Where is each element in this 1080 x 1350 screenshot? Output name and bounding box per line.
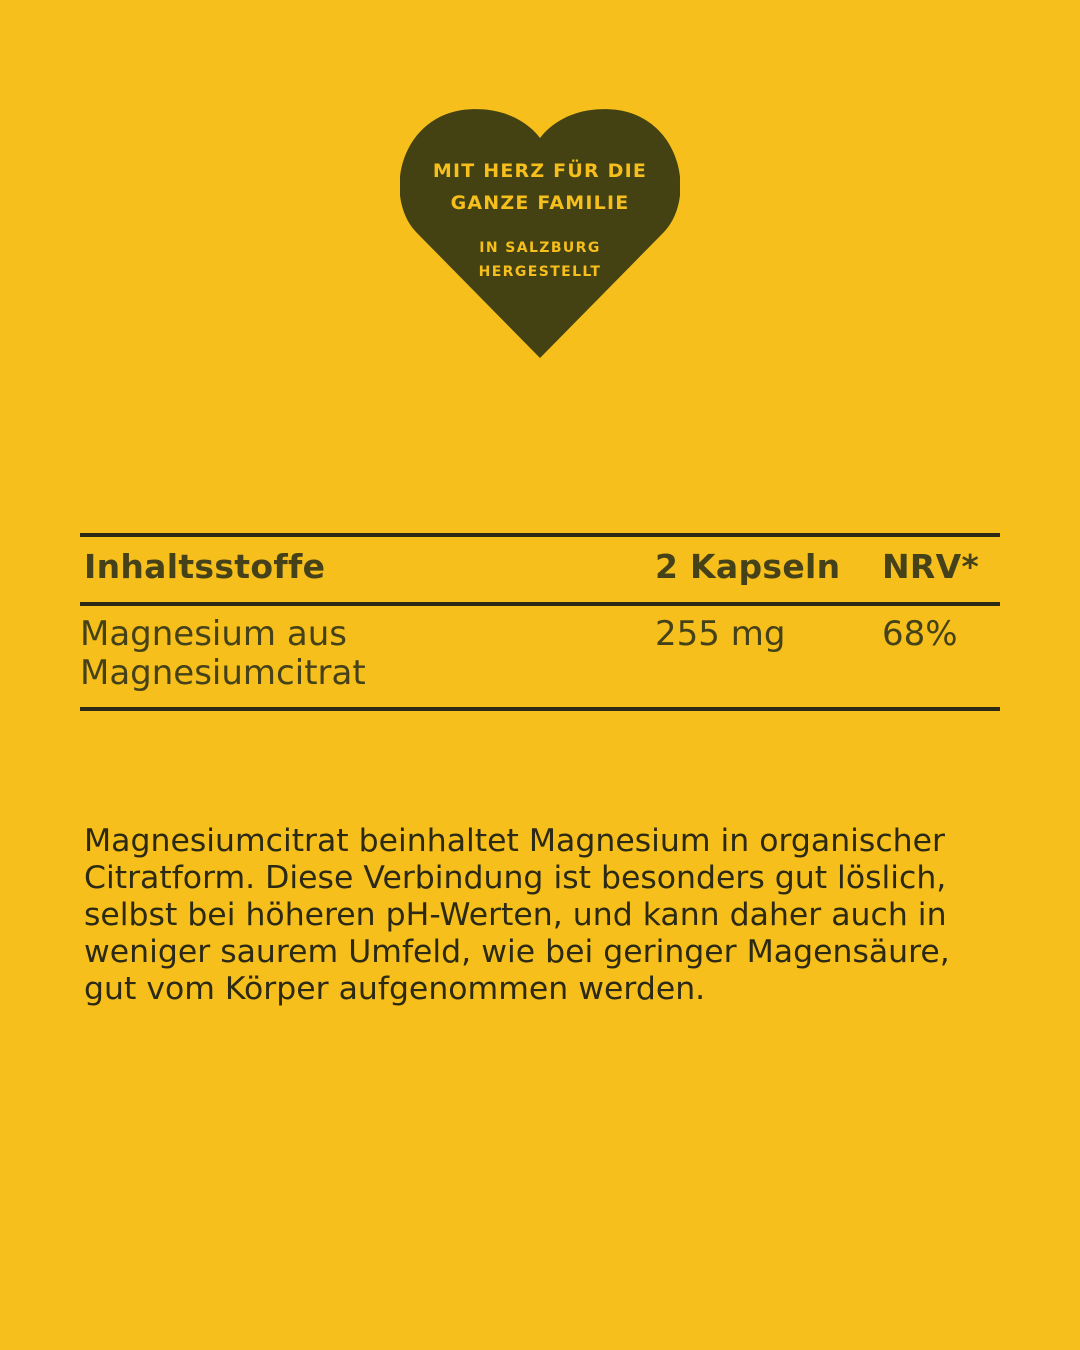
description-line: weniger saurem Umfeld, wie bei geringer Magensäure, bbox=[84, 934, 950, 970]
table-row-nrv: 68% bbox=[882, 614, 958, 654]
badge-line-4: HERGESTELLT bbox=[478, 264, 602, 280]
heart-badge bbox=[400, 100, 680, 360]
badge-line-3: IN SALZBURG bbox=[479, 240, 601, 256]
table-header-rule bbox=[80, 602, 1000, 606]
badge-line-2: GANZE FAMILIE bbox=[450, 192, 630, 214]
description-line: gut vom Körper aufgenommen werden. bbox=[84, 971, 706, 1007]
header-nrv: NRV* bbox=[882, 547, 980, 586]
badge-line-1: MIT HERZ FÜR DIE bbox=[432, 160, 648, 182]
header-capsules: 2 Kapseln bbox=[655, 547, 841, 586]
table-bottom-rule bbox=[80, 707, 1000, 711]
table-row-ingredient bbox=[80, 615, 366, 693]
ingredient-line-2: Magnesiumcitrat bbox=[80, 653, 366, 693]
table-row-amount: 255 mg bbox=[655, 614, 786, 654]
description-line: selbst bei höheren pH-Werten, und kann daher auch in bbox=[84, 897, 947, 933]
ingredient-line-1: Magnesium aus bbox=[80, 614, 347, 654]
description-line: Magnesiumcitrat beinhaltet Magnesium in organischer bbox=[84, 823, 945, 859]
header-ingredients: Inhaltsstoffe bbox=[84, 547, 326, 586]
table-top-rule bbox=[80, 533, 1000, 537]
description-line: Citratform. Diese Verbindung ist besonders gut löslich, bbox=[84, 860, 947, 896]
heart-icon bbox=[400, 100, 680, 360]
description-paragraph bbox=[84, 823, 984, 1008]
